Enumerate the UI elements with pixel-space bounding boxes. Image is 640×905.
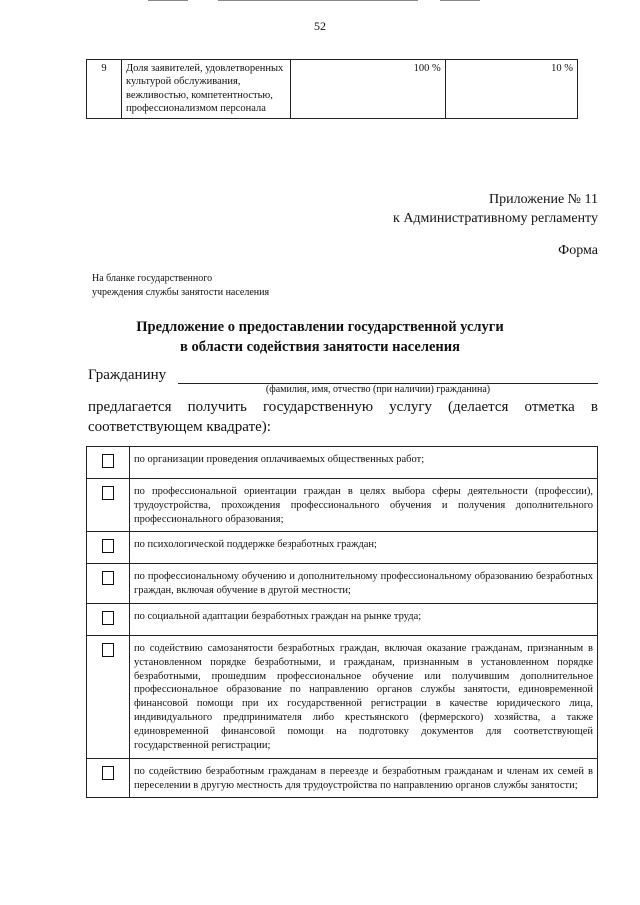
service-checkbox[interactable] xyxy=(102,454,114,468)
indicator-description: Доля заявителей, удовлетворенных культурой обслуживания, вежливостью, компетентностью, профессионализмом персонала xyxy=(122,60,291,119)
appendix-number: Приложение № 11 xyxy=(489,192,598,207)
checkbox-cell xyxy=(87,635,130,758)
top-rule xyxy=(218,0,418,1)
service-checkbox[interactable] xyxy=(102,571,114,585)
indicator-value-deviation: 10 % xyxy=(445,60,577,119)
checkbox-cell xyxy=(87,604,130,636)
service-row xyxy=(87,604,598,636)
blank-note-line: На бланке государственного xyxy=(92,273,213,284)
service-text: по профессиональной ориентации граждан в целях выбора сферы деятельности (профессии), трудоустройства, прохождения профессионального обучения и получения дополнительного профессионального образования; xyxy=(130,478,598,532)
appendix-header xyxy=(393,191,598,229)
table-row xyxy=(87,60,578,119)
service-text: по содействию самозанятости безработных граждан, включая оказание гражданам, признанным в установленном порядке безработными, и гражданам, признанным в установленном порядке безработными, прошедшим профессиональное обучение или получившим дополнительное профессиональное образование по направлению органов службы занятости, единовременной финансовой помощи при их государственной регистрации в качестве юридического лица, индивидуального предпринимателя либо крестьянского (фермерского) хозяйства, а также единовременной финансовой помощи на подготовку документов для соответствующей государственной регистрации; xyxy=(130,635,598,758)
service-row xyxy=(87,478,598,532)
checkbox-cell xyxy=(87,447,130,479)
citizen-label: Гражданину xyxy=(88,367,167,383)
page-number: 52 xyxy=(314,19,326,33)
service-checkbox[interactable] xyxy=(102,611,114,625)
top-rule xyxy=(148,0,188,1)
document-title xyxy=(0,318,640,357)
checkbox-cell xyxy=(87,564,130,604)
row-number: 9 xyxy=(87,60,122,119)
indicator-table xyxy=(86,59,578,119)
offer-text: предлагается получить государственную услугу (делается отметка в соответствующем квадрате): xyxy=(88,399,598,435)
service-row xyxy=(87,447,598,479)
checkbox-cell xyxy=(87,758,130,798)
service-row xyxy=(87,635,598,758)
citizen-field xyxy=(88,367,598,384)
service-row xyxy=(87,532,598,564)
checkbox-cell xyxy=(87,532,130,564)
service-text: по содействию безработным гражданам в переезде и безработным гражданам и членам их семей в переселении в другую местность для трудоустройства по направлению органов службы занятости; xyxy=(130,758,598,798)
service-checkbox[interactable] xyxy=(102,486,114,500)
blank-note-line: учреждения службы занятости населения xyxy=(92,286,270,298)
service-text: по психологической поддержке безработных граждан; xyxy=(130,532,598,564)
service-checkbox[interactable] xyxy=(102,766,114,780)
service-text: по социальной адаптации безработных граждан на рынке труда; xyxy=(130,604,598,636)
document-title-line: в области содействия занятости населения xyxy=(180,338,460,355)
service-checkbox[interactable] xyxy=(102,643,114,657)
service-row xyxy=(87,758,598,798)
top-rule xyxy=(440,0,480,1)
services-table xyxy=(86,446,598,798)
fio-hint: (фамилия, имя, отчество (при наличии) гражданина) xyxy=(265,384,491,395)
service-checkbox[interactable] xyxy=(102,539,114,553)
service-text: по профессиональному обучению и дополнительному профессиональному образованию безработных граждан, включая обучение в другой местности; xyxy=(130,564,598,604)
indicator-value-normative: 100 % xyxy=(291,60,446,119)
checkbox-cell xyxy=(87,478,130,532)
fio-hint-wrap xyxy=(88,384,598,398)
blank-note xyxy=(92,272,269,299)
form-label: Форма xyxy=(558,243,598,258)
document-title-line: Предложение о предоставлении государственной услуги xyxy=(136,319,504,335)
service-row xyxy=(87,564,598,604)
appendix-reference: к Административному регламенту xyxy=(393,210,598,226)
service-text: по организации проведения оплачиваемых общественных работ; xyxy=(130,447,598,479)
